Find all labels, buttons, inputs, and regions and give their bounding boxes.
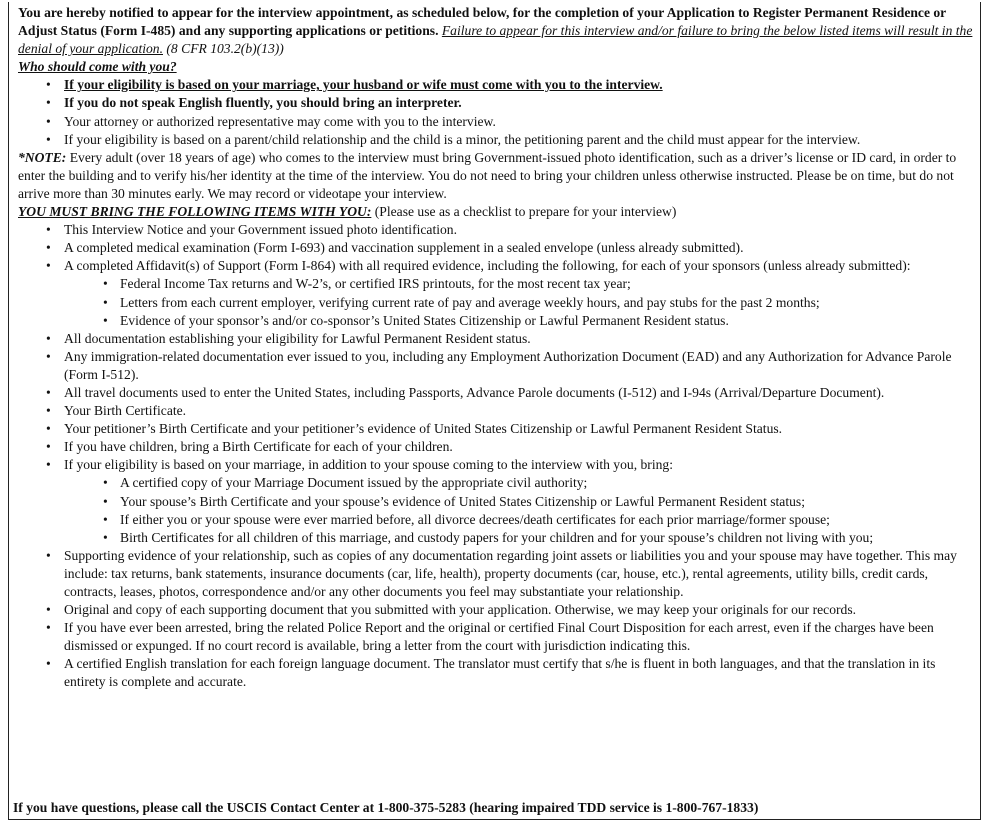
intro-failure-warning: Failure to appear for this interview and/or failure to bring the below listed items will result in the denial of your application. bbox=[18, 23, 973, 57]
bring-subtext: (Please use as a checklist to prepare for your interview) bbox=[374, 204, 677, 220]
intro-main: You are hereby notified to appear for the interview appointment, as scheduled below, for the completion of your Application to Register Permanent Residence or Adjust Status (Form I-485) and any supporting applications or petitions. bbox=[18, 5, 946, 39]
list-item: • A completed medical examination (Form I-693) and vaccination supplement in a sealed envelope (unless already submitted). bbox=[18, 239, 973, 257]
list-item: • If you have children, bring a Birth Certificate for each of your children. bbox=[18, 438, 973, 456]
list-item: • All documentation establishing your eligibility for Lawful Permanent Resident status. bbox=[18, 330, 973, 348]
who-item-spouse: • If your eligibility is based on your marriage, your husband or wife must come with you to the interview. bbox=[18, 76, 973, 94]
note-text: Every adult (over 18 years of age) who comes to the interview must bring Government-issued photo identification, such as a driver’s license or ID card, in order to enter the building and to verify his/her identity at the time of the interview. You do not need to bring your children unless otherwise instructed. Please be on time, but do not arrive more than 30 minutes early. We may record or videotape your interview. bbox=[18, 149, 957, 201]
list-item: • Evidence of your sponsor’s and/or co-sponsor’s United States Citizenship or Lawful Permanent Resident status. bbox=[92, 312, 973, 330]
list-item: • Any immigration-related documentation ever issued to you, including any Employment Authorization Document (EAD) and any Authorization for Advance Parole (Form I-512). bbox=[18, 348, 973, 384]
list-item: • Original and copy of each supporting document that you submitted with your application. Otherwise, we may keep your originals for our records. bbox=[18, 601, 973, 619]
list-item: • If you have ever been arrested, bring the related Police Report and the original or certified Final Court Disposition for each arrest, even if the charges have been dismissed or expunged. If no court record is available, bring a letter from the court with jurisdiction indicating this. bbox=[18, 619, 973, 655]
list-item: • Your petitioner’s Birth Certificate and your petitioner’s evidence of United States Citizenship or Lawful Permanent Resident Status. bbox=[18, 420, 973, 438]
list-item: • A completed Affidavit(s) of Support (Form I-864) with all required evidence, including the following, for each of your sponsors (unless already submitted): • Federal Income Tax returns and W-2’s, or certified IRS printouts, for the most recent tax year; • Letters from each current employer, verifying current rate of pay and average weekly hours, and pay stubs for the past 2 months; • Evidence of your sponsor’s and/or co-sponsor’s United States Citizenship or Lawful Permanent Resident status. bbox=[18, 257, 973, 329]
list-item: • All travel documents used to enter the United States, including Passports, Advance Parole documents (I-512) and I-94s (Arrival/Departure Document). bbox=[18, 384, 973, 402]
list-item: • Your spouse’s Birth Certificate and your spouse’s evidence of United States Citizenship or Lawful Permanent Resident status; bbox=[92, 493, 973, 511]
who-item-parent-child: • If your eligibility is based on a parent/child relationship and the child is a minor, the petitioning parent and the child must appear for the interview. bbox=[18, 131, 973, 149]
note-label: *NOTE: bbox=[18, 149, 67, 165]
notice-content bbox=[18, 4, 973, 692]
contact-center-footer: If you have questions, please call the USCIS Contact Center at 1-800-375-5283 (hearing impaired TDD service is 1-800-767-1833) bbox=[13, 800, 759, 815]
list-item: • Supporting evidence of your relationship, such as copies of any documentation regarding joint assets or liabilities you and your spouse may have together. This may include: tax returns, bank statements, insurance documents (car, life, health), property documents (car, house, etc.), rental agreements, utility bills, credit cards, contracts, leases, photos, correspondence and/or any other documents you feel may substantiate your relationship. bbox=[18, 547, 973, 601]
who-item-attorney: • Your attorney or authorized representative may come with you to the interview. bbox=[18, 113, 973, 131]
list-item: • Your Birth Certificate. bbox=[18, 402, 973, 420]
list-item: • Birth Certificates for all children of this marriage, and custody papers for your children and for your spouse’s children not living with you; bbox=[92, 529, 973, 547]
list-item: • A certified copy of your Marriage Document issued by the appropriate civil authority; bbox=[92, 474, 973, 492]
note-paragraph bbox=[18, 149, 973, 203]
list-item: • If your eligibility is based on your marriage, in addition to your spouse coming to the interview with you, bring: • A certified copy of your Marriage Document issued by the appropriate civil authority; • Your spouse’s Birth Certificate and your spouse’s evidence of United States Citizenship or Lawful Permanent Resident status; • If either you or your spouse were ever married before, all divorce decrees/death certificates for each prior marriage/former spouse; • Birth Certificates for all children of this marriage, and custody papers for your children and for your spouse’s children not living with you; bbox=[18, 456, 973, 546]
who-heading: Who should come with you? bbox=[18, 59, 177, 75]
sponsor-sublist bbox=[92, 275, 973, 329]
who-item-interpreter: • If you do not speak English fluently, you should bring an interpreter. bbox=[18, 94, 973, 112]
bring-heading: YOU MUST BRING THE FOLLOWING ITEMS WITH YOU: bbox=[18, 204, 372, 220]
list-item: • This Interview Notice and your Government issued photo identification. bbox=[18, 221, 973, 239]
list-item: • Federal Income Tax returns and W-2’s, or certified IRS printouts, for the most recent tax year; bbox=[92, 275, 973, 293]
marriage-sublist bbox=[92, 474, 973, 546]
intro-paragraph bbox=[18, 4, 973, 58]
list-item: • If either you or your spouse were ever married before, all divorce decrees/death certificates for each prior marriage/former spouse; bbox=[92, 511, 973, 529]
bring-list bbox=[18, 221, 973, 691]
list-item: • Letters from each current employer, verifying current rate of pay and average weekly hours, and pay stubs for the past 2 months; bbox=[92, 294, 973, 312]
intro-citation: (8 CFR 103.2(b)(13)) bbox=[166, 41, 284, 57]
who-list bbox=[18, 76, 973, 148]
bring-heading-line bbox=[18, 203, 973, 221]
list-item: • A certified English translation for each foreign language document. The translator must certify that s/he is fluent in both languages, and that the translation in its entirety is complete and accurate. bbox=[18, 655, 973, 691]
